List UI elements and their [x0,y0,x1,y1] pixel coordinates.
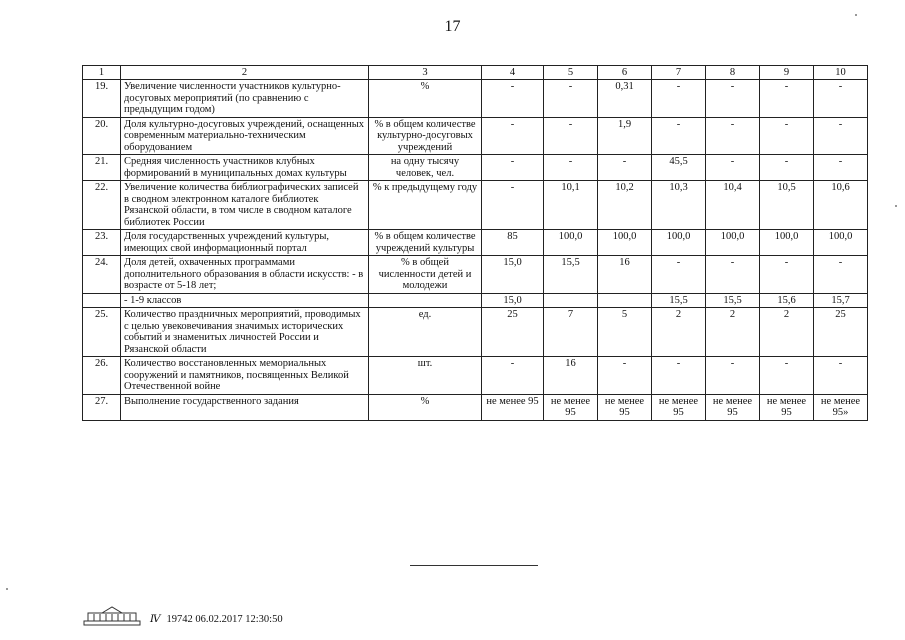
value-cell: - [544,155,598,181]
value-cell: 15,5 [652,293,706,308]
indicator-name: Доля культурно-досуговых учреждений, оснащенных современным материально-техническим оборудованием [121,117,369,155]
value-cell: 16 [598,256,652,294]
value-cell: 0,31 [598,80,652,118]
footnote-rule [410,565,538,566]
value-cell: 100,0 [760,230,814,256]
value-cell: 10,1 [544,181,598,230]
value-cell: 100,0 [598,230,652,256]
value-cell: 1,9 [598,117,652,155]
value-cell: - [598,357,652,395]
value-cell: - [482,181,544,230]
table-row [83,230,868,256]
value-cell: не менее 95 [544,394,598,420]
value-cell [598,293,652,308]
unit-of-measure: % в общем количестве учреждений культуры [369,230,482,256]
value-cell: 7 [544,308,598,357]
value-cell: - [544,117,598,155]
scan-speck [895,205,897,207]
row-number: 19. [83,80,121,118]
value-cell: - [652,80,706,118]
header-cell: 2 [121,66,369,80]
value-cell: 15,5 [544,256,598,294]
scan-speck [6,588,8,590]
unit-of-measure: % в общей численности детей и молодежи [369,256,482,294]
indicator-name: Доля государственных учреждений культуры, имеющих свой информационный портал [121,230,369,256]
header-cell: 8 [706,66,760,80]
scan-speck [855,14,857,16]
table-row [83,308,868,357]
row-number: 24. [83,256,121,294]
value-cell: 2 [652,308,706,357]
header-cell: 5 [544,66,598,80]
value-cell: 10,6 [814,181,868,230]
value-cell: - [598,155,652,181]
value-cell: - [814,80,868,118]
value-cell: - [760,357,814,395]
unit-of-measure: % [369,394,482,420]
stamp-mark-icon: Ⅳ [150,614,161,625]
value-cell [544,293,598,308]
row-number [83,293,121,308]
unit-of-measure: % к предыдущему году [369,181,482,230]
header-cell: 3 [369,66,482,80]
table-row [83,394,868,420]
value-cell: - [706,256,760,294]
unit-of-measure [369,293,482,308]
row-number: 23. [83,230,121,256]
header-cell: 1 [83,66,121,80]
value-cell: не менее 95 [760,394,814,420]
building-seal-icon [82,605,142,627]
value-cell: - [482,357,544,395]
value-cell: - [652,357,706,395]
indicator-name: Выполнение государственного задания [121,394,369,420]
value-cell: 15,0 [482,256,544,294]
value-cell: - [814,256,868,294]
value-cell: - [706,357,760,395]
indicator-name: - 1-9 классов [121,293,369,308]
indicator-name: Количество восстановленных мемориальных сооружений и памятников, посвященных Великой Отечественной войне [121,357,369,395]
indicator-name: Средняя численность участников клубных формирований в муниципальных домах культуры [121,155,369,181]
value-cell: 5 [598,308,652,357]
value-cell: 45,5 [652,155,706,181]
value-cell: - [652,117,706,155]
value-cell: 2 [760,308,814,357]
value-cell: - [706,155,760,181]
value-cell: - [814,117,868,155]
table-row [83,256,868,294]
table-row [83,293,868,308]
unit-of-measure: % в общем количестве культурно-досуговых учреждений [369,117,482,155]
row-number: 27. [83,394,121,420]
registration-stamp [150,613,283,625]
value-cell: не менее 95 [706,394,760,420]
stamp-text: 19742 06.02.2017 12:30:50 [166,614,283,625]
table-row [83,155,868,181]
unit-of-measure: % [369,80,482,118]
table-row [83,181,868,230]
value-cell: 10,4 [706,181,760,230]
value-cell: 10,5 [760,181,814,230]
value-cell: 16 [544,357,598,395]
header-cell: 9 [760,66,814,80]
value-cell: - [760,256,814,294]
value-cell: 15,5 [706,293,760,308]
value-cell: - [706,80,760,118]
value-cell: 15,6 [760,293,814,308]
row-number: 26. [83,357,121,395]
row-number: 21. [83,155,121,181]
header-cell: 10 [814,66,868,80]
value-cell: 2 [706,308,760,357]
indicators-table [82,65,868,421]
value-cell: - [760,117,814,155]
value-cell: - [814,357,868,395]
header-cell: 4 [482,66,544,80]
value-cell: не менее 95» [814,394,868,420]
row-number: 25. [83,308,121,357]
value-cell: - [482,80,544,118]
value-cell: - [814,155,868,181]
indicator-name: Увеличение численности участников культурно-досуговых мероприятий (по сравнению с предыдущим годом) [121,80,369,118]
header-cell: 7 [652,66,706,80]
value-cell: 15,0 [482,293,544,308]
header-cell: 6 [598,66,652,80]
value-cell: - [544,80,598,118]
value-cell: - [482,155,544,181]
value-cell: не менее 95 [652,394,706,420]
value-cell: 100,0 [544,230,598,256]
value-cell: 85 [482,230,544,256]
value-cell: не менее 95 [598,394,652,420]
unit-of-measure: на одну тысячу человек, чел. [369,155,482,181]
row-number: 20. [83,117,121,155]
value-cell: не менее 95 [482,394,544,420]
indicator-name: Количество праздничных мероприятий, проводимых с целью увековечивания значимых исторических событий и знаменитых личностей России и Рязанской области [121,308,369,357]
value-cell: 25 [814,308,868,357]
unit-of-measure: шт. [369,357,482,395]
value-cell: - [652,256,706,294]
table-row [83,117,868,155]
document-footer [82,605,382,631]
value-cell: - [760,80,814,118]
value-cell: 100,0 [706,230,760,256]
table-row [83,357,868,395]
table-row [83,80,868,118]
page-number: 17 [444,18,461,35]
value-cell: - [482,117,544,155]
value-cell: 10,3 [652,181,706,230]
value-cell: 15,7 [814,293,868,308]
value-cell: 100,0 [652,230,706,256]
value-cell: 10,2 [598,181,652,230]
row-number: 22. [83,181,121,230]
indicator-name: Доля детей, охваченных программами дополнительного образования в области искусств: - в возрасте от 5-18 лет; [121,256,369,294]
unit-of-measure: ед. [369,308,482,357]
value-cell: 100,0 [814,230,868,256]
table-body [83,66,868,421]
table-header-row [83,66,868,80]
value-cell: 25 [482,308,544,357]
value-cell: - [760,155,814,181]
indicator-name: Увеличение количества библиографических записей в сводном электронном каталоге библиотек Рязанской области, в том числе в сводном каталоге библиотек России [121,181,369,230]
value-cell: - [706,117,760,155]
